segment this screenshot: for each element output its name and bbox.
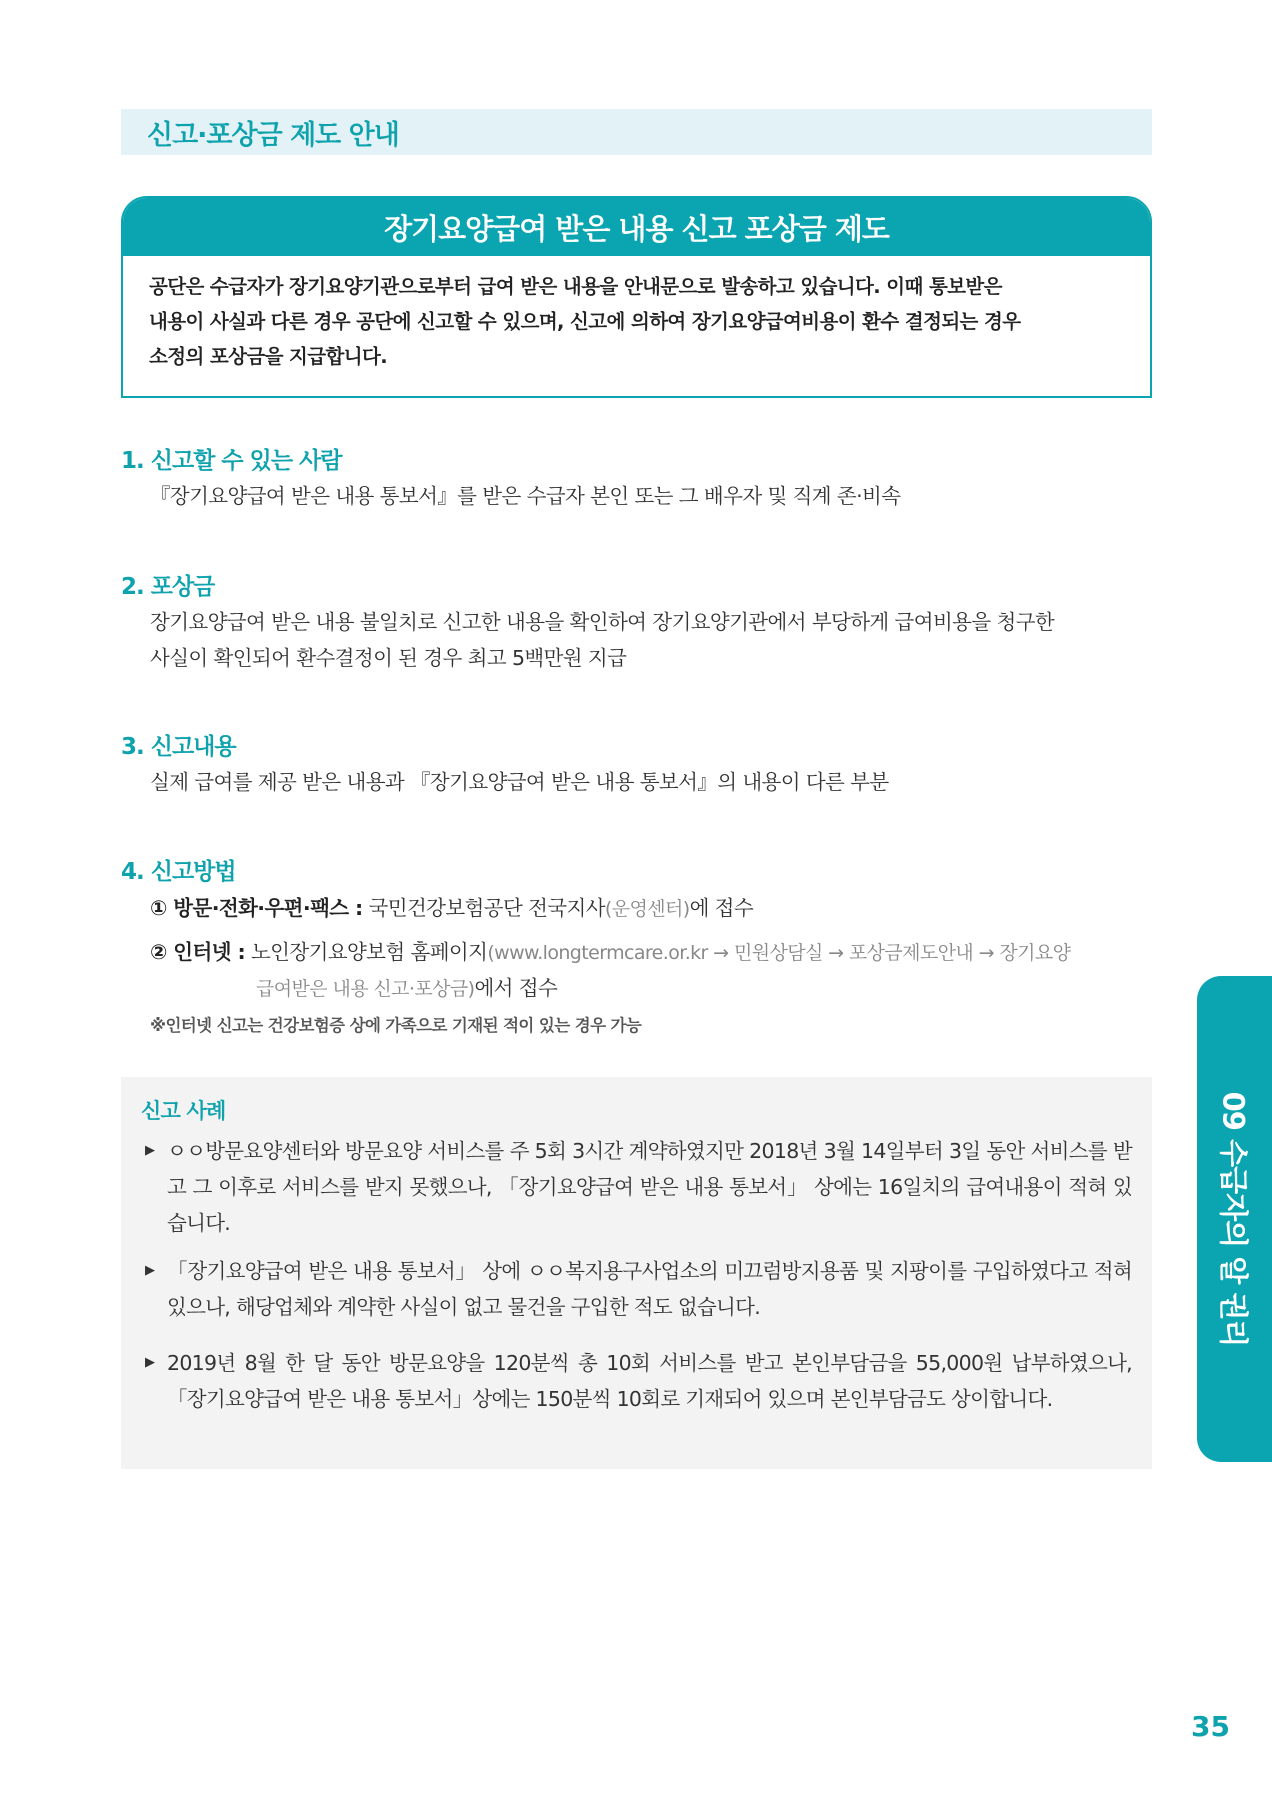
chapter-label: 09 수급자의 알 권리 [1216, 1091, 1250, 1347]
method-offline [150, 890, 753, 927]
heading-report-method: 4. 신고방법 [121, 859, 236, 885]
case-text: 2019년 8월 한 달 동안 방문요양을 120분씩 총 10회 서비스를 받고 본인부담금을 55,000원 납부하였으나, 「장기요양급여 받은 내용 통보서」상에는 150분씩 10회로 기재되어 있으며 본인부담금도 상이합니다. [167, 1351, 1132, 1411]
method-online [150, 934, 1070, 971]
triangle-bullet-icon: ▶ [145, 1143, 155, 1158]
case-text: ㅇㅇ방문요양센터와 방문요양 서비스를 주 5회 3시간 계약하였지만 2018년 3월 14일부터 3일 동안 서비스를 받고 그 이후로 서비스를 받지 못했으나, 「장기요양급여 받은 내용 통보서」 상에는 16일치의 급여내용이 적혀 있습니다. [167, 1139, 1132, 1235]
heading-who-can-report: 1. 신고할 수 있는 사람 [121, 448, 342, 474]
card-line: 공단은 수급자가 장기요양기관으로부터 급여 받은 내용을 안내문으로 발송하고 있습니다. 이때 통보받은 [149, 275, 1002, 298]
method-online-label: ② 인터넷 : [150, 940, 246, 964]
case-title: 신고 사례 [141, 1099, 226, 1123]
online-note: ※인터넷 신고는 건강보험증 상에 가족으로 기재된 적이 있는 경우 가능 [150, 1016, 642, 1035]
para-line: 장기요양급여 받은 내용 불일치로 신고한 내용을 확인하여 장기요양기관에서 부당하게 급여비용을 청구한 [150, 610, 1055, 634]
method-online-tail: 에서 접수 [474, 976, 558, 1000]
para-line: 실제 급여를 제공 받은 내용과 『장기요양급여 받은 내용 통보서』의 내용이 다른 부분 [150, 770, 889, 794]
heading-reward: 2. 포상금 [121, 574, 215, 600]
method-offline-tail: 에 접수 [689, 896, 754, 920]
info-card [121, 196, 1152, 398]
para-line: 사실이 확인되어 환수결정이 된 경우 최고 5백만원 지급 [150, 646, 627, 670]
para-report-content [150, 764, 1152, 800]
para-line: 『장기요양급여 받은 내용 통보서』를 받은 수급자 본인 또는 그 배우자 및 직계 존·비속 [150, 484, 901, 508]
para-reward [150, 604, 1152, 676]
card-body [123, 256, 1150, 374]
section-title: 신고·포상금 제도 안내 [147, 119, 399, 151]
method-online-cont [256, 970, 557, 1007]
method-offline-text: 국민건강보험공단 전국지사 [362, 896, 605, 920]
method-offline-label: ① 방문·전화·우편·팩스 : [150, 896, 363, 920]
method-online-url[interactable]: (www.longtermcare.or.kr → 민원상담실 → 포상금제도안내 → 장기요양 [487, 942, 1071, 964]
case-item [145, 1253, 1132, 1325]
section-title-bar [121, 109, 1152, 155]
triangle-bullet-icon: ▶ [145, 1355, 155, 1370]
page-number: 35 [1191, 1710, 1230, 1743]
method-online-text: 노인장기요양보험 홈페이지 [245, 940, 488, 964]
case-item [145, 1345, 1132, 1417]
heading-report-content: 3. 신고내용 [121, 734, 236, 760]
case-item [145, 1133, 1132, 1241]
triangle-bullet-icon: ▶ [145, 1263, 155, 1278]
card-line: 소정의 포상금을 지급합니다. [149, 345, 388, 368]
method-online-path: 급여받은 내용 신고·포상금) [256, 978, 475, 1000]
chapter-side-tab [1197, 976, 1272, 1462]
card-line: 내용이 사실과 다른 경우 공단에 신고할 수 있으며, 신고에 의하여 장기요양급여비용이 환수 결정되는 경우 [149, 310, 1021, 333]
card-title: 장기요양급여 받은 내용 신고 포상금 제도 [123, 198, 1150, 256]
case-box [121, 1077, 1152, 1469]
para-who-can-report [150, 478, 1152, 514]
method-offline-gray: (운영센터) [604, 898, 690, 920]
case-text: 「장기요양급여 받은 내용 통보서」 상에 ㅇㅇ복지용구사업소의 미끄럼방지용품 및 지팡이를 구입하였다고 적혀있으나, 해당업체와 계약한 사실이 없고 물건을 구입한 적도 없습니다. [167, 1259, 1132, 1319]
